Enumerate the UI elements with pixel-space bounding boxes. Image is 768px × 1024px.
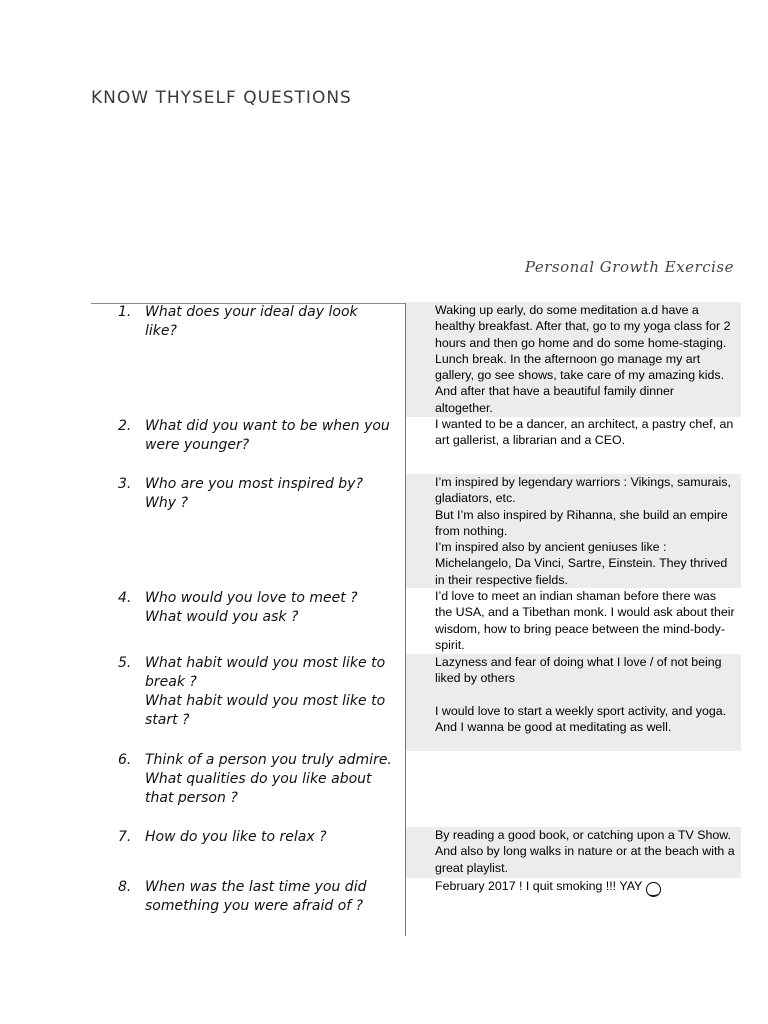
question-number: 1.	[118, 304, 132, 320]
question-text: What did you want to be when you were younger?	[145, 418, 390, 453]
question-5	[118, 654, 393, 730]
question-4	[118, 589, 393, 627]
answer-7	[406, 827, 741, 878]
answer-text: I wanted to be a dancer, an architect, a pastry chef, an art gallerist, a librarian and a CEO.	[435, 417, 734, 448]
answer-text: By reading a good book, or catching upon a TV Show. And also by long walks in nature or at the beach with a great playlist.	[435, 828, 735, 875]
answer-text: I’m inspired also by ancient geniuses like : Michelangelo, Da Vinci, Sartre, Einstein. They thrived in their respective fields.	[435, 540, 728, 587]
question-number: 3.	[118, 476, 132, 492]
answer-text: Waking up early, do some meditation a.d have a healthy breakfast. After that, go to my yoga class for 2 hours and then go home and do some home-staging. Lunch break. In the afternoon go manage my art gallery, go see shows, take care of my amazing kids. And after that have a beautiful family dinner altogether.	[435, 303, 731, 415]
question-number: 7.	[118, 829, 132, 845]
answer-8	[406, 878, 741, 918]
answer-text: February 2017 ! I quit smoking !!! YAY	[435, 879, 643, 893]
answer-text: I’m inspired by legendary warriors : Vikings, samurais, gladiators, etc.	[435, 475, 731, 506]
question-8	[118, 878, 393, 916]
question-number: 4.	[118, 590, 132, 606]
question-number: 2.	[118, 418, 132, 434]
question-1	[118, 303, 393, 341]
question-number: 5.	[118, 655, 132, 671]
question-6	[118, 751, 393, 808]
answer-3	[406, 474, 741, 588]
question-text-secondary: What habit would you most like to start ?	[145, 693, 386, 728]
answer-text-secondary: I would love to start a weekly sport activity, and yoga. And I wanna be good at meditating as well.	[435, 703, 727, 734]
question-text: When was the last time you did something you were afraid of ?	[145, 879, 367, 914]
answer-text: I’d love to meet an indian shaman before there was the USA, and a Tibethan monk. I would ask about their wisdom, how to bring peace between the mind-body-spirit.	[435, 589, 735, 652]
question-text: What does your ideal day look like?	[145, 304, 358, 339]
answer-6-empty	[406, 751, 741, 827]
question-3	[118, 475, 393, 513]
subtitle: Personal Growth Exercise	[524, 258, 734, 276]
question-number: 8.	[118, 879, 132, 895]
question-text: Who would you love to meet ? What would you ask ?	[145, 590, 358, 625]
answer-text: But I’m also inspired by Rihanna, she build an empire from nothing.	[435, 507, 728, 538]
answer-1	[406, 302, 741, 417]
answer-4	[406, 588, 741, 654]
question-2	[118, 417, 393, 455]
answer-5	[406, 654, 741, 751]
answer-text: Lazyness and fear of doing what I love / of not being liked by others	[435, 655, 722, 686]
answer-2	[406, 416, 741, 474]
question-text: Think of a person you truly admire. What qualities do you like about that person ?	[145, 752, 392, 806]
page-title: KNOW THYSELF QUESTIONS	[91, 88, 352, 108]
question-text: What habit would you most like to break ?	[145, 655, 386, 690]
question-text: How do you like to relax ?	[145, 829, 327, 845]
smiley-face-icon: ‿	[646, 882, 661, 897]
question-number: 6.	[118, 752, 132, 768]
question-text: Who are you most inspired by? Why ?	[145, 476, 363, 511]
question-7	[118, 828, 393, 847]
